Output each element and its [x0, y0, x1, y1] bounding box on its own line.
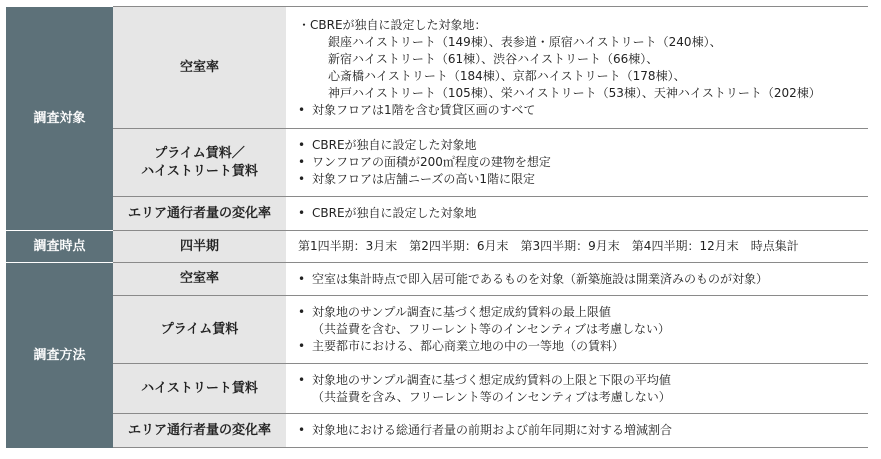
- method-traffic-row: [6, 414, 868, 448]
- category-survey-method: [6, 263, 113, 448]
- row-label: エリア通行者量の変化率: [127, 205, 271, 221]
- desc-target-traffic: [286, 197, 868, 231]
- row-label: エリア通行者量の変化率: [127, 422, 271, 438]
- desc-line: 第1四半期：3月末 第2四半期：6月末 第3四半期：9月末 第4四半期：12月末 時点集計: [298, 239, 799, 253]
- target-vacancy-row: [6, 7, 868, 129]
- target-prime-rent-row: [6, 129, 868, 197]
- row-label-line: プライム賃料／: [154, 145, 245, 161]
- desc-line: （共益費を含む、フリーレント等のインセンティブは考慮しない）: [312, 322, 671, 336]
- desc-line: • 対象地における総通行者量の前期および前年同期に対する増減割合: [298, 422, 868, 439]
- row-label: ハイストリート賃料: [141, 380, 258, 396]
- row-label: 四半期: [179, 238, 219, 254]
- timing-row: [6, 231, 868, 263]
- desc-method-high-street-rent: [286, 364, 868, 414]
- desc-method-traffic: [286, 414, 868, 448]
- desc-line: • CBREが独自に設定した対象地: [298, 137, 868, 154]
- desc-line: （共益費を含み、フリーレント等のインセンティブは考慮しない）: [312, 389, 671, 404]
- desc-line: ・CBREが独自に設定した対象地：: [298, 17, 487, 32]
- category-investigation-target: [6, 7, 113, 231]
- desc-line: • 空室は集計時点で即入居可能であるものを対象（新築施設は開業済みのものが対象）: [298, 271, 868, 288]
- label-prime-rent: [113, 296, 286, 364]
- desc-target-vacancy: [286, 7, 868, 129]
- row-label: 空室率: [179, 271, 219, 286]
- target-traffic-row: [6, 197, 868, 231]
- label-traffic-change: [113, 197, 286, 231]
- desc-method-vacancy: [286, 263, 868, 296]
- label-vacancy-rate: [113, 263, 286, 296]
- category-label: 調査時点: [33, 239, 86, 254]
- desc-target-prime-rent: [286, 129, 868, 197]
- category-survey-timing: [6, 231, 113, 263]
- desc-line: 神戸ハイストリート（105棟）、栄ハイストリート（53棟）、天神ハイストリート（202棟）: [328, 85, 821, 100]
- desc-line: 銀座ハイストリート（149棟）、表参道・原宿ハイストリート（240棟）、: [328, 34, 722, 49]
- method-high-street-rent-row: [6, 364, 868, 414]
- row-label-line: ハイストリート賃料: [141, 163, 258, 179]
- desc-line: • 対象フロアは店舗ニーズの高い1階に限定: [298, 171, 868, 188]
- desc-line: • 主要都市における、都心商業立地の中の一等地（の賃料）: [298, 338, 868, 355]
- desc-line: • 対象地のサンプル調査に基づく想定成約賃料の上限と下限の平均値: [298, 372, 868, 389]
- desc-line: • 対象地のサンプル調査に基づく想定成約賃料の最上限値: [298, 304, 868, 321]
- desc-line: • ワンフロアの面積が200㎡程度の建物を想定: [298, 154, 868, 171]
- desc-line: • CBREが独自に設定した対象地: [298, 205, 868, 222]
- method-prime-rent-row: [6, 296, 868, 364]
- label-high-street-rent: [113, 364, 286, 414]
- row-label: プライム賃料: [160, 321, 239, 337]
- desc-timing: [286, 231, 868, 263]
- method-vacancy-row: [6, 263, 868, 296]
- desc-method-prime-rent: [286, 296, 868, 364]
- category-label: 調査対象: [33, 111, 86, 126]
- category-label: 調査方法: [33, 347, 86, 363]
- survey-definition-table: [6, 6, 868, 448]
- desc-line: 新宿ハイストリート（61棟）、渋谷ハイストリート（66棟）、: [328, 51, 659, 66]
- label-vacancy-rate: [113, 7, 286, 129]
- label-traffic-change: [113, 414, 286, 448]
- row-label: 空室率: [179, 59, 219, 75]
- desc-line: 心斎橋ハイストリート（184棟）、京都ハイストリート（178棟）、: [328, 68, 686, 83]
- label-prime-high-street-rent: [113, 129, 286, 197]
- desc-line: • 対象フロアは1階を含む賃貸区画のすべて: [298, 102, 868, 119]
- label-quarter: [113, 231, 286, 263]
